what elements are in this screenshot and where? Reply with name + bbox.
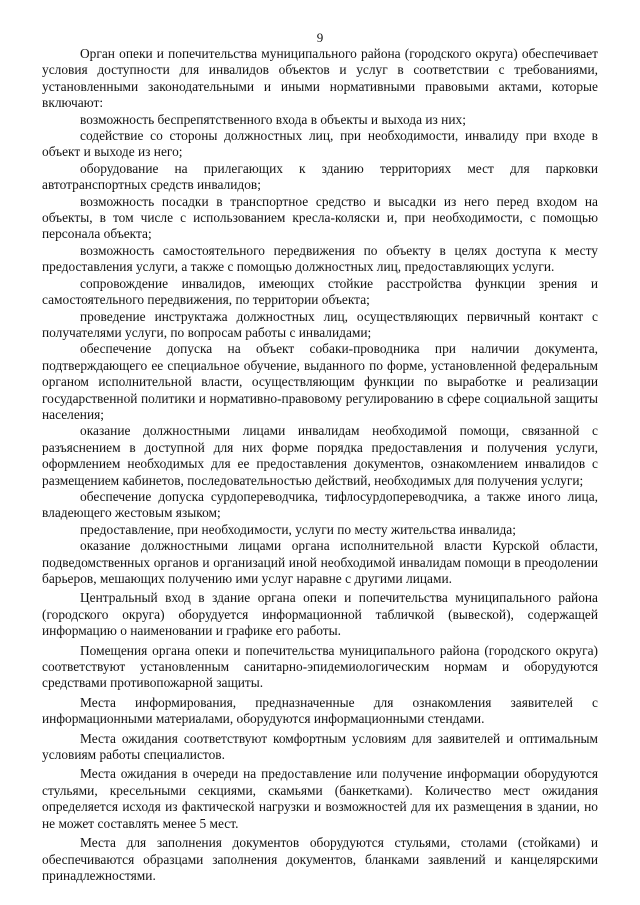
paragraph-intro: Орган опеки и попечительства муниципального района (городского округа) обеспечивает условия доступности для инвалидов объектов и услуг в соответствии с требованиями, установленными законодательными и иными нормативными правовыми актами, которые включают: bbox=[42, 46, 598, 111]
paragraph-item: возможность самостоятельного передвижения по объекту в целях доступа к месту предоставления услуги, а также с помощью должностных лиц, предоставляющих услуги. bbox=[42, 242, 598, 275]
paragraph-item: проведение инструктажа должностных лиц, осуществляющих первичный контакт с получателями услуги, по вопросам работы с инвалидами; bbox=[42, 308, 598, 340]
paragraph-item: оборудование на прилегающих к зданию территориях мест для парковки автотранспортных средств инвалидов; bbox=[42, 160, 598, 193]
document-body bbox=[42, 46, 598, 884]
paragraph-item: предоставление, при необходимости, услуги по месту жительства инвалида; bbox=[80, 521, 516, 537]
paragraph-item: оказание должностными лицами инвалидам необходимой помощи, связанной с разъяснением в доступной для них форме порядка предоставления и получения услуги, оформлением необходимых для ее предоставления документов, ознакомлением инвалидов с размещением кабинетов, последовательностью действий, необходимых для получения услуги; bbox=[42, 423, 598, 488]
paragraph-information-places: Места информирования, предназначенные для ознакомления заявителей с информационными материалами, оборудуются информационными стендами. bbox=[42, 694, 598, 727]
paragraph-item: обеспечение допуска сурдопереводчика, тифлосурдопереводчика, а также иного лица, владеющего жестовым языком; bbox=[42, 488, 598, 521]
paragraph-item: обеспечение допуска на объект собаки-проводника при наличии документа, подтверждающего ее специальное обучение, выданного по форме, установленной федеральным органом исполнительной власти, осуществляющим функции по выработке и реализации государственной политики и нормативно-правовому регулированию в сфере социальной защиты населения; bbox=[42, 341, 598, 422]
paragraph-queue-places: Места ожидания в очереди на предоставление или получение информации оборудуются стульями, кресельными секциями, скамьями (банкетками). Количество мест ожидания определяется исходя из фактической нагрузки и возможностей для их размещения в здании, но не может составлять менее 5 мест. bbox=[42, 766, 598, 831]
paragraph-waiting-places: Места ожидания соответствуют комфортным условиям для заявителей и оптимальным условиям работы специалистов. bbox=[42, 730, 598, 763]
paragraph-item: возможность беспрепятственного входа в объекты и выхода из них; bbox=[80, 111, 466, 127]
paragraph-entrance: Центральный вход в здание органа опеки и попечительства муниципального района (городского округа) оборудуется информационной табличкой (вывеской), содержащей информацию о наименовании и графике его работы. bbox=[42, 590, 598, 639]
paragraph-item: возможность посадки в транспортное средство и высадки из него перед входом на объекты, в том числе с использованием кресла-коляски и, при необходимости, с помощью персонала объекта; bbox=[42, 193, 598, 242]
paragraph-item: сопровождение инвалидов, имеющих стойкие расстройства функции зрения и самостоятельного передвижения, по территории объекта; bbox=[42, 275, 598, 308]
paragraph-item: содействие со стороны должностных лиц, при необходимости, инвалиду при входе в объект и выходе из него; bbox=[42, 128, 598, 160]
page-number: 9 bbox=[316, 30, 324, 45]
paragraph-premises: Помещения органа опеки и попечительства муниципального района (городского округа) соответствуют установленным санитарно-эпидемиологическим нормам и оборудуются средствами противопожарной защиты. bbox=[42, 642, 598, 691]
paragraph-document-filling-places: Места для заполнения документов оборудуются стульями, столами (стойками) и обеспечиваются образцами заполнения документов, бланками заявлений и канцелярскими принадлежностями. bbox=[42, 835, 598, 883]
paragraph-item: оказание должностными лицами органа исполнительной власти Курской области, подведомственных органов и организаций иной необходимой инвалидам помощи в преодолении барьеров, мешающих получению ими услуг наравне с другими лицами. bbox=[42, 538, 598, 586]
